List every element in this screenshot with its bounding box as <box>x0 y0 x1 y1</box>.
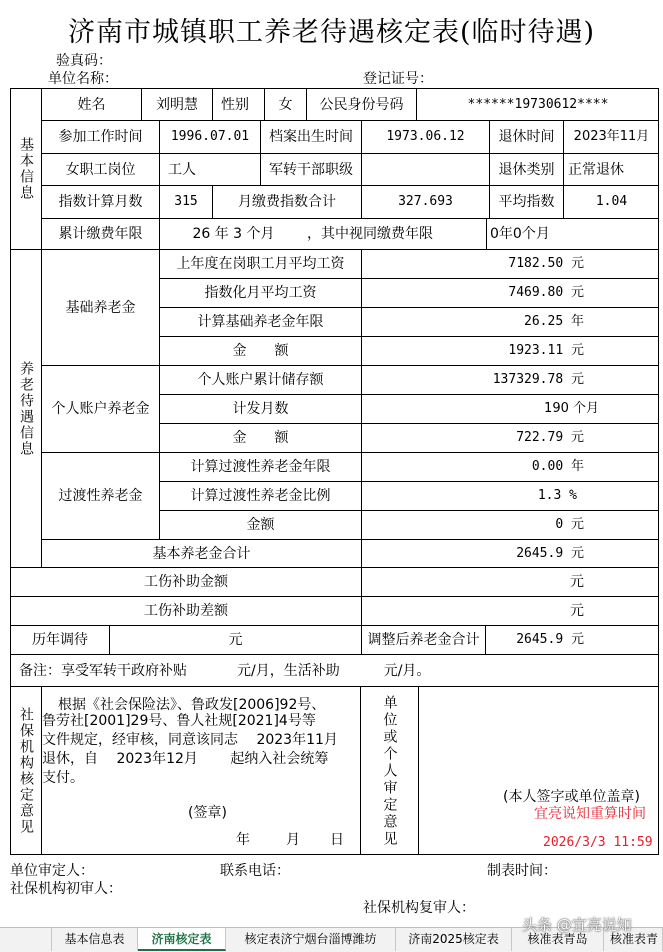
prev-wage-label: 上年度在岗职工月平均工资 <box>159 249 361 278</box>
unit-opinion-content <box>418 686 659 855</box>
id-value[interactable]: ******19730612**** <box>416 88 659 120</box>
work-start-value[interactable]: 1996.07.01 <box>159 120 260 153</box>
tab-scroll-area <box>0 928 52 951</box>
stamp-title: 宜亮说知重算时间 <box>534 806 646 822</box>
unit-name-label: 单位名称： <box>48 71 118 87</box>
injury-diff-label: 工伤补助差额 <box>10 596 361 625</box>
tab-jinan-verify[interactable]: 济南核定表 <box>138 928 226 951</box>
verification-table <box>10 88 659 855</box>
avg-index-value[interactable]: 1.04 <box>563 185 659 218</box>
retire-time-value[interactable]: 2023年11月 <box>563 120 659 153</box>
cadre-label: 军转干部职级 <box>260 153 361 185</box>
avg-index-label: 平均指数 <box>489 185 563 218</box>
prev-wage-value[interactable]: 7182.50 元 <box>361 249 659 278</box>
opinion-line-5: 支付。 <box>42 770 84 786</box>
index-sum-value[interactable]: 327.693 <box>361 185 489 218</box>
years-label: 累计缴费年限 <box>41 218 159 249</box>
after-adjust-label: 调整后养老金合计 <box>361 625 485 654</box>
basic-section-header: 基本信息 <box>10 88 41 249</box>
post-label: 女职工岗位 <box>41 153 159 185</box>
deemed-value[interactable]: 0年0个月 <box>486 218 659 249</box>
opinion-day: 日 <box>330 832 344 848</box>
retire-type-value[interactable]: 正常退休 <box>563 153 659 185</box>
trans-amount-value[interactable]: 0 元 <box>361 510 659 539</box>
retire-type-label: 退休类别 <box>489 153 563 185</box>
base-pension-label: 基础养老金 <box>41 249 159 365</box>
cadre-value[interactable] <box>361 153 489 185</box>
index-sum-label: 月缴费指数合计 <box>212 185 361 218</box>
injury-amount-value[interactable]: 元 <box>361 567 659 596</box>
personal-amount-label: 金 额 <box>159 423 361 452</box>
id-label: 公民身份号码 <box>306 88 416 120</box>
remark-text: 备注：享受军转干政府补贴 <box>19 662 187 679</box>
opinion-line-3: 文件规定，经审核，同意该同志 2023年11月 <box>42 732 338 748</box>
gender-value[interactable]: 女 <box>264 88 306 120</box>
years-value[interactable]: 26 年 3 个月 <box>159 218 307 249</box>
account-sum-value[interactable]: 137329.78 元 <box>361 365 659 394</box>
trans-years-value[interactable]: 0.00 年 <box>361 452 659 481</box>
tab-jining-yantai[interactable]: 核定表济宁烟台淄博潍坊 <box>226 928 396 951</box>
tab-jinan-2025[interactable]: 济南2025核定表 <box>396 928 512 951</box>
indexed-wage-label: 指数化月平均工资 <box>159 278 361 307</box>
reg-no-label: 登记证号： <box>363 71 433 87</box>
opinion-content <box>41 686 360 855</box>
transition-pension-label: 过渡性养老金 <box>41 452 159 539</box>
remark-row <box>10 654 659 686</box>
personal-pension-label: 个人账户养老金 <box>41 365 159 452</box>
after-adjust-value[interactable]: 2645.9 元 <box>485 625 659 654</box>
stamp-time: 2026/3/3 11:59 <box>543 835 653 850</box>
opinion-section-header: 社保机构核定意见 <box>10 686 41 855</box>
self-sign-label: (本人签字或单位盖章) <box>503 789 640 805</box>
opinion-year: 年 <box>236 832 250 848</box>
adjust-label: 历年调待 <box>10 625 109 654</box>
work-start-label: 参加工作时间 <box>41 120 159 153</box>
total-value[interactable]: 2645.9 元 <box>361 539 659 567</box>
unit-reviewer-label: 单位审定人： <box>10 863 94 879</box>
deemed-label: ，其中视同缴费年限 <box>307 218 486 249</box>
months-label: 计发月数 <box>159 394 361 423</box>
index-months-value[interactable]: 315 <box>159 185 212 218</box>
retire-time-label: 退休时间 <box>489 120 563 153</box>
opinion-sign: (签章) <box>188 805 227 821</box>
trans-ratio-value[interactable]: 1.3 % <box>361 481 659 510</box>
personal-amount-value[interactable]: 722.79 元 <box>361 423 659 452</box>
base-amount-value[interactable]: 1923.11 元 <box>361 336 659 365</box>
trans-amount-label: 金额 <box>159 510 361 539</box>
unit-opinion-header: 单位或个人审定意见 <box>360 686 418 855</box>
injury-amount-label: 工伤补助金额 <box>10 567 361 596</box>
watermark: 头条 @宜亮说知 <box>522 916 632 934</box>
base-years-label: 计算基础养老金年限 <box>159 307 361 336</box>
account-sum-label: 个人账户累计储存额 <box>159 365 361 394</box>
base-amount-label: 金 额 <box>159 336 361 365</box>
indexed-wage-value[interactable]: 7469.80 元 <box>361 278 659 307</box>
birth-value[interactable]: 1973.06.12 <box>361 120 489 153</box>
tab-qingdao[interactable]: 核准表青岛 <box>512 928 604 951</box>
opinion-month: 月 <box>286 832 300 848</box>
total-label: 基本养老金合计 <box>41 539 361 567</box>
second-reviewer-label: 社保机构复审人： <box>363 900 475 916</box>
pension-section-header: 养老待遇信息 <box>10 249 41 567</box>
name-value[interactable]: 刘明慧 <box>141 88 212 120</box>
name-label: 姓名 <box>41 88 141 120</box>
index-months-label: 指数计算月数 <box>41 185 159 218</box>
months-value[interactable]: 190 个月 <box>361 394 659 423</box>
post-value[interactable]: 工人 <box>159 153 260 185</box>
opinion-line-4: 退休，自 2023年12月 起纳入社会统筹 <box>42 751 329 767</box>
trans-years-label: 计算过渡性养老金年限 <box>159 452 361 481</box>
base-years-value[interactable]: 26.25 年 <box>361 307 659 336</box>
remark-unit1: 元/月，生活补助 <box>237 662 340 679</box>
made-time-label: 制表时间： <box>487 863 557 879</box>
opinion-line-2: 鲁劳社[2001]29号、鲁人社规[2021]4号等 <box>42 713 316 729</box>
verify-code-label: 验真码： <box>56 53 112 69</box>
page-title: 济南市城镇职工养老待遇核定表(临时待遇) <box>67 17 596 48</box>
phone-label: 联系电话： <box>220 863 290 879</box>
first-reviewer-label: 社保机构初审人： <box>10 881 122 897</box>
trans-ratio-label: 计算过渡性养老金比例 <box>159 481 361 510</box>
birth-label: 档案出生时间 <box>260 120 361 153</box>
injury-diff-value[interactable]: 元 <box>361 596 659 625</box>
tab-qing-more[interactable]: 核准表青 <box>604 928 663 951</box>
remark-unit2: 元/月。 <box>383 662 431 679</box>
gender-label: 性别 <box>212 88 264 120</box>
opinion-line-1: 根据《社会保险法》、鲁政发[2006]92号、 <box>58 697 326 713</box>
adjust-value[interactable]: 元 <box>109 625 361 654</box>
tab-basic-info[interactable]: 基本信息表 <box>52 928 138 951</box>
